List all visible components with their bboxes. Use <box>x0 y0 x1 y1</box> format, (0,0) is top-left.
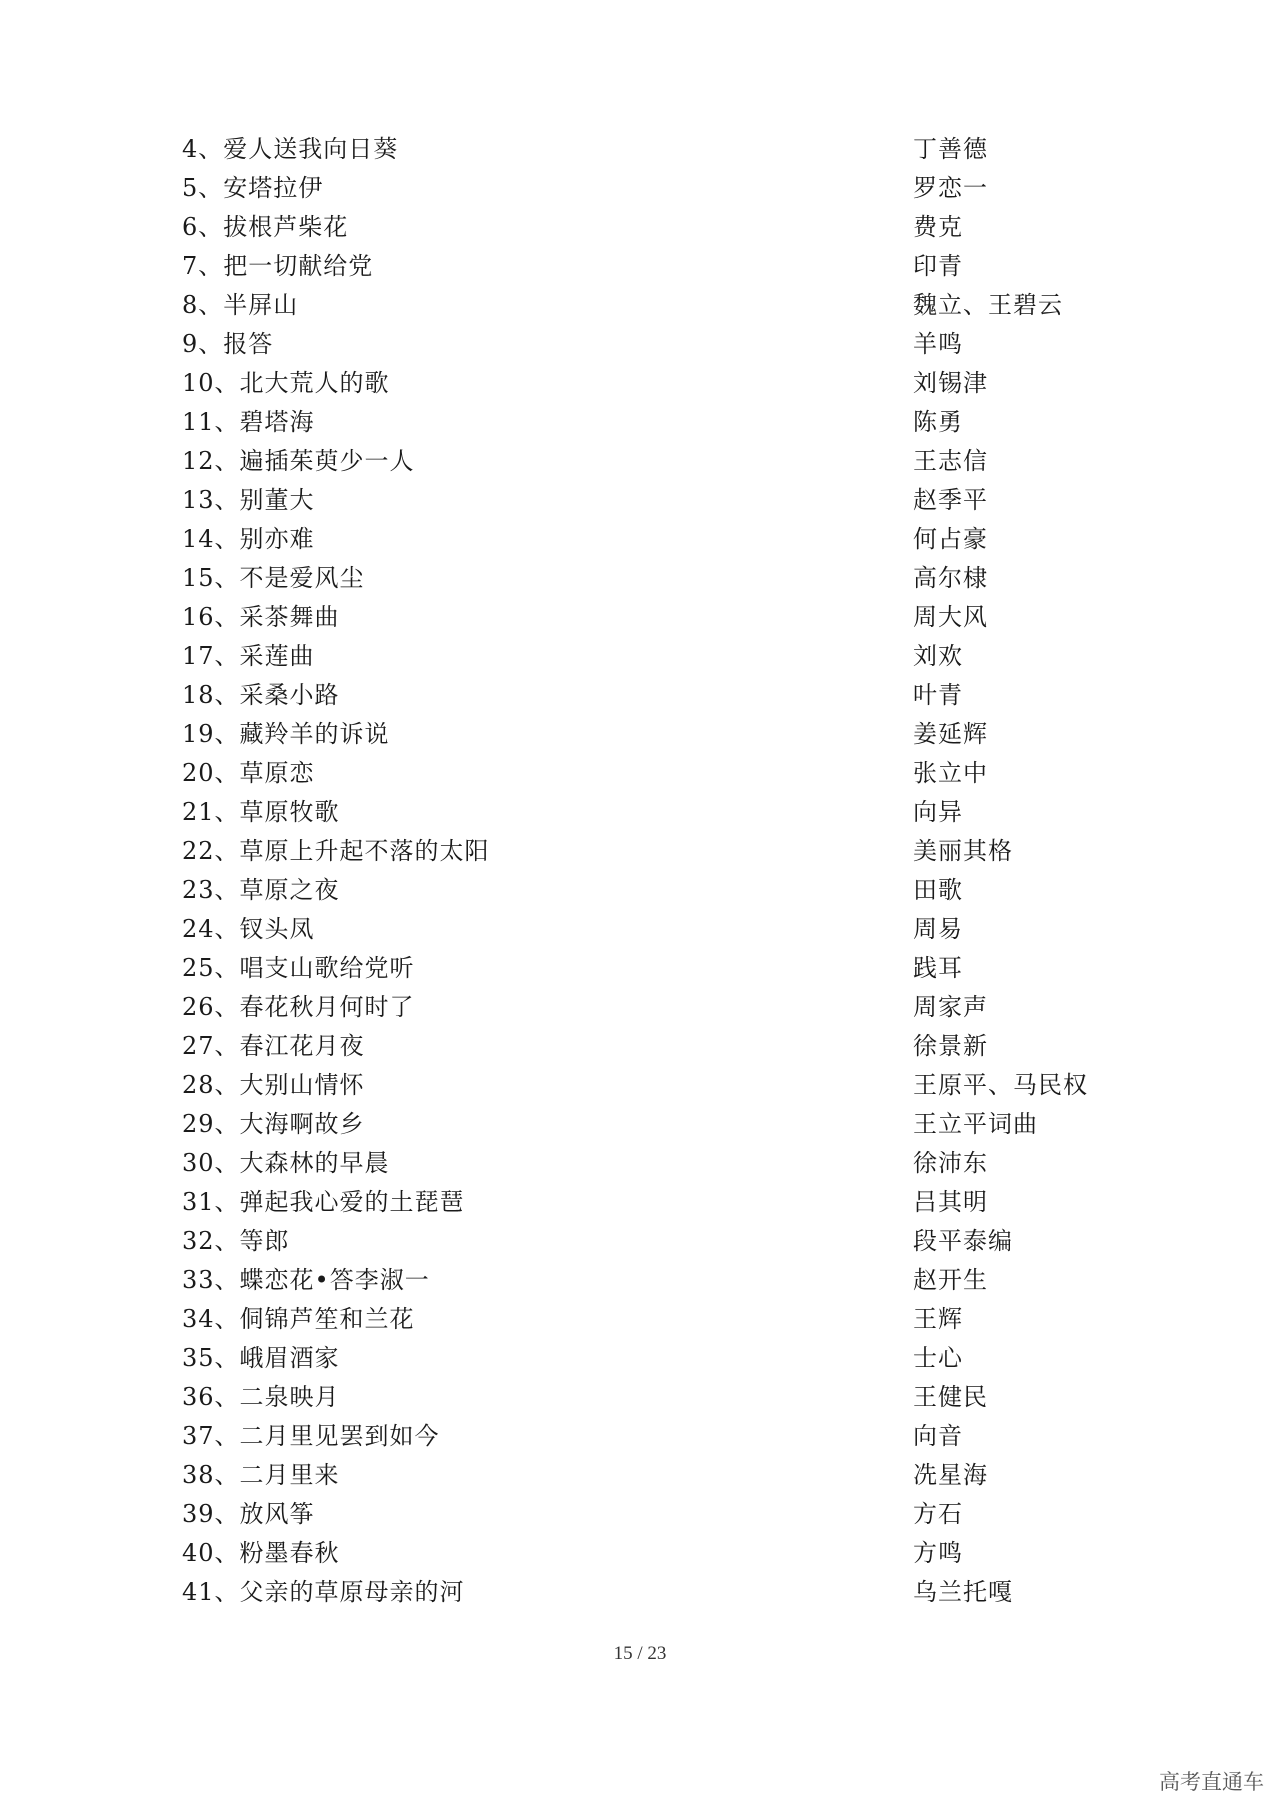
song-title: 39、放风筝 <box>182 1500 315 1528</box>
song-author: 王志信 <box>913 447 988 475</box>
song-author: 王健民 <box>913 1383 988 1411</box>
song-row <box>182 1066 1102 1105</box>
song-title: 17、采莲曲 <box>182 642 315 670</box>
song-title: 23、草原之夜 <box>182 876 340 904</box>
song-title: 16、采茶舞曲 <box>182 603 340 631</box>
song-row <box>182 208 1102 247</box>
song-row <box>182 871 1102 910</box>
song-row <box>182 1222 1102 1261</box>
song-author: 费克 <box>913 213 963 241</box>
song-author: 王辉 <box>913 1305 963 1333</box>
song-title: 4、爱人送我向日葵 <box>182 135 399 163</box>
song-row <box>182 364 1102 403</box>
song-row <box>182 676 1102 715</box>
song-title: 30、大森林的早晨 <box>182 1149 390 1177</box>
song-row <box>182 286 1102 325</box>
song-row <box>182 1027 1102 1066</box>
page-number: 15 / 23 <box>613 1643 667 1664</box>
watermark-text: 高考直通车 <box>1159 1770 1264 1794</box>
song-row <box>182 1456 1102 1495</box>
song-title: 28、大别山情怀 <box>182 1071 365 1099</box>
song-title: 22、草原上升起不落的太阳 <box>182 837 490 865</box>
song-title: 10、北大荒人的歌 <box>182 369 390 397</box>
song-author: 姜延辉 <box>913 720 988 748</box>
song-author: 刘欢 <box>913 642 963 670</box>
song-title: 36、二泉映月 <box>182 1383 340 1411</box>
song-row <box>182 442 1102 481</box>
song-row <box>182 637 1102 676</box>
song-title: 14、别亦难 <box>182 525 315 553</box>
song-title: 12、遍插茱萸少一人 <box>182 447 415 475</box>
song-title: 33、蝶恋花•答李淑一 <box>182 1266 430 1294</box>
song-title: 20、草原恋 <box>182 759 315 787</box>
song-author: 高尔棣 <box>913 564 988 592</box>
song-title: 19、藏羚羊的诉说 <box>182 720 390 748</box>
song-author: 张立中 <box>913 759 988 787</box>
song-row <box>182 247 1102 286</box>
song-author: 践耳 <box>913 954 963 982</box>
song-title: 21、草原牧歌 <box>182 798 340 826</box>
song-title: 5、安塔拉伊 <box>182 174 324 202</box>
song-author: 魏立、王碧云 <box>913 291 1063 319</box>
song-title: 40、粉墨春秋 <box>182 1539 340 1567</box>
song-row <box>182 1105 1102 1144</box>
song-author: 周易 <box>913 915 963 943</box>
song-title: 32、等郎 <box>182 1227 290 1255</box>
song-author: 方鸣 <box>913 1539 963 1567</box>
song-row <box>182 1300 1102 1339</box>
song-author: 何占豪 <box>913 525 988 553</box>
song-author: 印青 <box>913 252 963 280</box>
song-row <box>182 1534 1102 1573</box>
song-row <box>182 403 1102 442</box>
song-title: 18、采桑小路 <box>182 681 340 709</box>
song-row <box>182 169 1102 208</box>
song-row <box>182 754 1102 793</box>
song-author: 赵季平 <box>913 486 988 514</box>
song-author: 刘锡津 <box>913 369 988 397</box>
song-author: 叶青 <box>913 681 963 709</box>
song-author: 乌兰托嘎 <box>913 1578 1013 1606</box>
song-row <box>182 1144 1102 1183</box>
song-row <box>182 910 1102 949</box>
song-title: 8、半屏山 <box>182 291 299 319</box>
song-author: 向音 <box>913 1422 963 1450</box>
song-row <box>182 559 1102 598</box>
song-title: 31、弹起我心爱的土琵琶 <box>182 1188 465 1216</box>
song-row <box>182 832 1102 871</box>
song-row <box>182 1573 1102 1612</box>
song-author: 冼星海 <box>913 1461 988 1489</box>
song-row <box>182 325 1102 364</box>
song-row <box>182 1183 1102 1222</box>
song-title: 27、春江花月夜 <box>182 1032 365 1060</box>
song-author: 徐景新 <box>913 1032 988 1060</box>
song-title: 29、大海啊故乡 <box>182 1110 365 1138</box>
song-title: 25、唱支山歌给党听 <box>182 954 415 982</box>
song-title: 15、不是爱风尘 <box>182 564 365 592</box>
song-author: 丁善德 <box>913 135 988 163</box>
song-author: 罗恋一 <box>913 174 988 202</box>
song-author: 王立平词曲 <box>913 1110 1038 1138</box>
song-author: 段平泰编 <box>913 1227 1013 1255</box>
song-author: 王原平、马民权 <box>913 1071 1088 1099</box>
song-row <box>182 1261 1102 1300</box>
song-title: 37、二月里见罢到如今 <box>182 1422 440 1450</box>
song-row <box>182 130 1102 169</box>
song-row <box>182 1495 1102 1534</box>
song-author: 向异 <box>913 798 963 826</box>
song-row <box>182 481 1102 520</box>
song-title: 35、峨眉酒家 <box>182 1344 340 1372</box>
song-row <box>182 1417 1102 1456</box>
song-author: 美丽其格 <box>913 837 1013 865</box>
song-author: 士心 <box>913 1344 963 1372</box>
song-author: 周大风 <box>913 603 988 631</box>
song-row <box>182 1339 1102 1378</box>
song-author: 田歌 <box>913 876 963 904</box>
song-title: 41、父亲的草原母亲的河 <box>182 1578 465 1606</box>
song-title: 6、拔根芦柴花 <box>182 213 349 241</box>
song-title: 24、钗头凤 <box>182 915 315 943</box>
song-title: 26、春花秋月何时了 <box>182 993 415 1021</box>
song-row <box>182 598 1102 637</box>
song-row <box>182 949 1102 988</box>
song-row <box>182 793 1102 832</box>
song-title: 11、碧塔海 <box>182 408 315 436</box>
song-author: 吕其明 <box>913 1188 988 1216</box>
song-title: 34、侗锦芦笙和兰花 <box>182 1305 415 1333</box>
song-title: 38、二月里来 <box>182 1461 340 1489</box>
song-author: 羊鸣 <box>913 330 963 358</box>
song-author: 徐沛东 <box>913 1149 988 1177</box>
song-author: 方石 <box>913 1500 963 1528</box>
song-row <box>182 988 1102 1027</box>
song-list <box>182 130 1102 1612</box>
song-title: 9、报答 <box>182 330 274 358</box>
song-row <box>182 715 1102 754</box>
song-author: 周家声 <box>913 993 988 1021</box>
song-title: 13、别董大 <box>182 486 315 514</box>
song-title: 7、把一切献给党 <box>182 252 374 280</box>
song-author: 赵开生 <box>913 1266 988 1294</box>
song-row <box>182 1378 1102 1417</box>
song-author: 陈勇 <box>913 408 963 436</box>
song-row <box>182 520 1102 559</box>
